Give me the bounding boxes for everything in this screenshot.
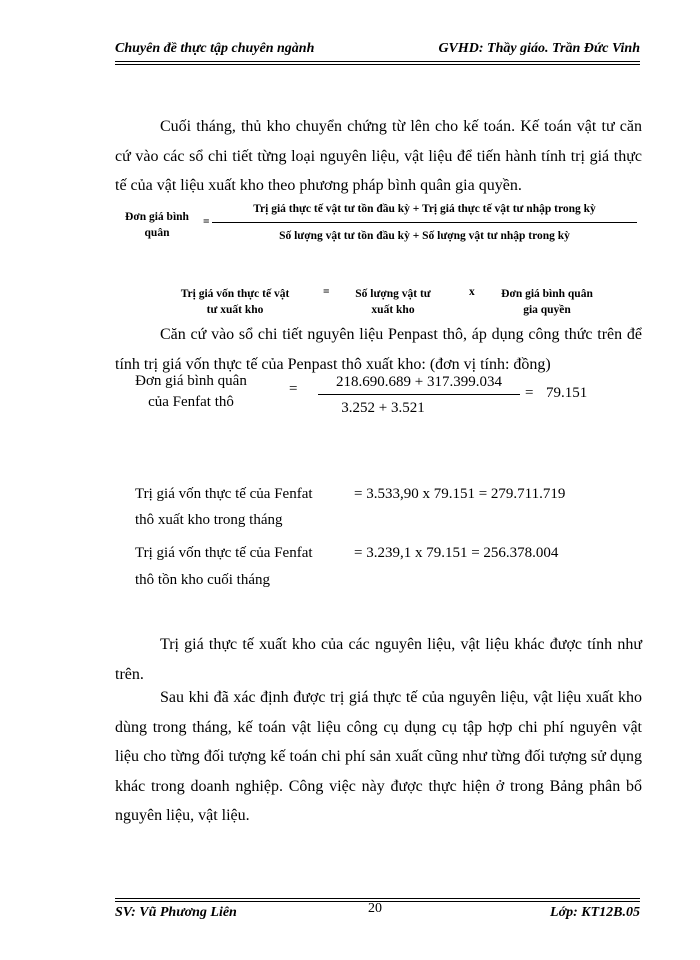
formula1-denominator: Số lượng vật tư tồn đầu kỳ + Số lượng vật tư nhập trong kỳ bbox=[279, 230, 570, 242]
calc1-equals-2: = bbox=[525, 385, 534, 401]
calc1-numerator: 218.690.689 + 317.399.034 bbox=[336, 374, 502, 390]
header-rule-double bbox=[115, 64, 640, 65]
calc3-label-line1: Trị giá vốn thực tế của Fenfat bbox=[135, 545, 313, 561]
formula1-fraction-line bbox=[212, 222, 637, 223]
header-left: Chuyên đề thực tập chuyên ngành bbox=[115, 41, 315, 56]
calc1-lhs: Đơn giá bình quân của Fenfat thô bbox=[135, 373, 247, 410]
header-rule bbox=[115, 61, 640, 62]
formula2-term3: Đơn giá bình quân gia quyền bbox=[501, 288, 593, 316]
paragraph-2: Căn cứ vào sổ chi tiết nguyên liệu Penpast thô, áp dụng công thức trên để tính trị giá vốn thực tế của Penpast thô xuất kho: (đơn vị tính: đồng) bbox=[115, 326, 642, 373]
paragraph-1: Cuối tháng, thủ kho chuyển chứng từ lên cho kế toán. Kế toán vật tư căn cứ vào các sổ chi tiết từng loại nguyên liệu, vật liệu để tiến hành tính trị giá thực tế của vật liệu xuất kho theo phương pháp bình quân gia quyền. bbox=[115, 118, 642, 194]
formula1-lhs: Đơn giá bình quân bbox=[125, 211, 189, 239]
calc3-expression: = 3.239,1 x 79.151 = 256.378.004 bbox=[354, 545, 559, 561]
calc1-fraction-line bbox=[318, 394, 520, 395]
calc2-expression: = 3.533,90 x 79.151 = 279.711.719 bbox=[354, 486, 566, 502]
formula1-equals: = bbox=[203, 216, 210, 228]
calc1-equals: = bbox=[289, 381, 298, 397]
footer-left: SV: Vũ Phương Liên bbox=[115, 905, 237, 920]
page-number: 20 bbox=[368, 901, 382, 916]
calc1-result: 79.151 bbox=[546, 385, 588, 401]
calc3-label-line2: thô tồn kho cuối tháng bbox=[135, 572, 270, 588]
paragraph-4: Sau khi đã xác định được trị giá thực tế của nguyên liệu, vật liệu xuất kho dùng trong tháng, kế toán vật liệu công cụ dụng cụ tập hợp chi phí nguyên vật liệu cho từng đối tượng kế toán chi phí sản xuất cũng như từng đối tượng sử dụng khác trong doanh nghiệp. Công việc này được thực hiện ở trong Bảng phân bổ nguyên liệu, vật liệu. bbox=[115, 689, 642, 824]
formula2-times: x bbox=[469, 286, 475, 298]
footer-rule bbox=[115, 898, 640, 899]
calc2-label-line2: thô xuất kho trong tháng bbox=[135, 512, 283, 528]
header-right: GVHD: Thầy giáo. Trần Đức Vinh bbox=[438, 41, 640, 56]
footer-right: Lớp: KT12B.05 bbox=[550, 905, 640, 920]
calc2-label-line1: Trị giá vốn thực tế của Fenfat bbox=[135, 486, 313, 502]
paragraph-3: Trị giá thực tế xuất kho của các nguyên liệu, vật liệu khác được tính như trên. bbox=[115, 636, 642, 683]
calc1-denominator: 3.252 + 3.521 bbox=[341, 400, 425, 416]
formula2-term2: Số lượng vật tư xuất kho bbox=[355, 288, 431, 316]
formula2-term1: Trị giá vốn thực tế vật tư xuất kho bbox=[180, 288, 290, 316]
formula1-numerator: Trị giá thực tế vật tư tồn đầu kỳ + Trị giá thực tế vật tư nhập trong kỳ bbox=[253, 203, 596, 215]
formula2-equals: = bbox=[323, 286, 330, 298]
